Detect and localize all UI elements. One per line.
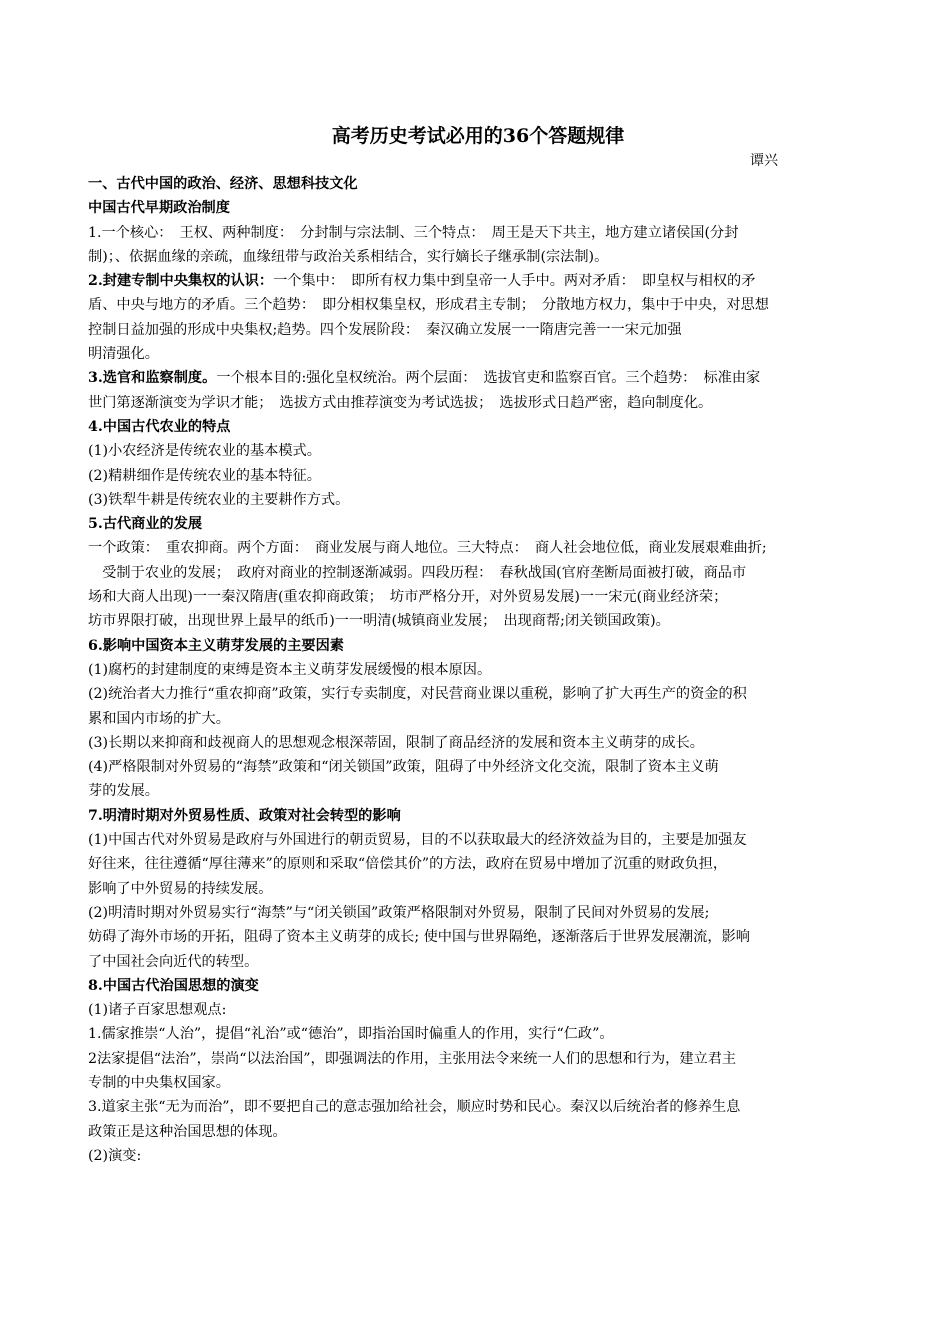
body-text-line: 1.儒家推崇“人治”，提倡“礼治”或“德治”，即指治国时偏重人的作用，实行“仁政”。 [88, 1026, 614, 1043]
body-text-line: 3.道家主张“无为而治”，即不要把自己的意志强加给社会，顺应时势和民心。秦汉以后统治者的修养生息 [88, 1099, 741, 1116]
inline-heading: 3.选官和监察制度。 [88, 370, 217, 387]
body-text-line: (2)演变: [88, 1147, 142, 1164]
body-text-line: (1)小农经济是传统农业的基本模式。 [88, 443, 321, 460]
section-heading: 一、古代中国的政治、经济、思想科技文化 [88, 176, 358, 192]
document-author: 谭兴 [750, 153, 778, 169]
body-text-line: 场和大商人出现)一一秦汉隋唐(重农抑商政策； 坊市严格分开，对外贸易发展)一一宋元(商业经济荣； [88, 589, 728, 606]
inline-text: 一个集中： 即所有权力集中到皇帝一人手中。两对矛盾： 即皇权与相权的矛 [273, 273, 756, 290]
body-text-line: 政策正是这种治国思想的体现。 [88, 1123, 287, 1140]
body-text-line: (2)明清时期对外贸易实行“海禁”与“闭关锁国”政策严格限制对外贸易，限制了民间对外贸易的发展; [88, 904, 710, 921]
section-heading: 5.古代商业的发展 [88, 516, 203, 533]
body-text-line: 1.一个核心： 王权、两种制度： 分封制与宗法制、三个特点： 周王是天下共主，地方建立诸侯国(分封 [88, 224, 739, 241]
body-text-line: 累和国内市场的扩大。 [88, 710, 230, 727]
body-text-line: 坊市界限打破，出现世界上最早的纸币)一一明清(城镇商业发展； 出现商帮;闭关锁国政策)。 [88, 613, 670, 630]
body-text-line: 受制于农业的发展； 政府对商业的控制逐渐减弱。四段历程： 春秋战国(官府垄断局面被打破，商品市 [88, 564, 747, 581]
section-heading: 8.中国古代治国思想的演变 [88, 977, 259, 994]
section-heading: 4.中国古代农业的特点 [88, 418, 231, 435]
body-text-line: (3)铁犁牛耕是传统农业的主要耕作方式。 [88, 491, 350, 508]
document-title: 高考历史考试必用的36个答题规律 [331, 125, 625, 147]
inline-heading: 2.封建专制中央集权的认识： [88, 273, 274, 290]
body-text-line: (1)诸子百家思想观点: [88, 1002, 227, 1019]
body-text-line: (3)长期以来抑商和歧视商人的思想观念根深蒂固，限制了商品经济的发展和资本主义萌芽的成长。 [88, 734, 704, 751]
body-text-line: (4)严格限制对外贸易的“海禁”政策和“闭关锁国”政策，阻碍了中外经济文化交流，限制了资本主义萌 [88, 759, 719, 776]
body-text-line: 一个政策： 重农抑商。两个方面： 商业发展与商人地位。三大特点： 商人社会地位低，商业发展艰难曲折; [88, 540, 767, 557]
body-text-line: 世门第逐渐演变为学识才能； 选拔方式由推荐演变为考试选拔； 选拔形式日趋严密，趋向制度化。 [88, 394, 713, 411]
body-text-line: 明清强化。 [88, 346, 159, 363]
body-text-line: 妨碍了海外市场的开拓，阻碍了资本主义萌芽的成长; 使中国与世界隔绝，逐渐落后于世界发展潮流，影响 [88, 929, 750, 946]
body-text-line [88, 269, 868, 293]
body-text-line: 2法家提倡“法治”，崇尚“以法治国”，即强调法的作用，主张用法令来统一人们的思想和行为，建立君主 [88, 1050, 737, 1067]
section-heading: 7.明清时期对外贸易性质、政策对社会转型的影响 [88, 807, 401, 824]
body-text-line: 影响了中外贸易的持续发展。 [88, 880, 273, 897]
section-heading: 中国古代早期政治制度 [88, 200, 230, 217]
body-text-line: 芽的发展。 [88, 783, 159, 800]
document-body [88, 172, 868, 1168]
body-text-line: (1)中国古代对外贸易是政府与外国进行的朝贡贸易，目的不以获取最大的经济效益为目的，主要是加强友 [88, 832, 747, 849]
body-text-line: (2)统治者大力推行“重农抑商”政策，实行专卖制度，对民营商业课以重税，影响了扩大再生产的资金的积 [88, 686, 747, 703]
body-text-line: 制)；、依据血缘的亲疏，血缘纽带与政治关系相结合，实行嫡长子继承制(宗法制)。 [88, 248, 609, 265]
body-text-line: 好往来，往往遵循“厚往薄来”的原则和采取“倍偿其价”的方法，政府在贸易中增加了沉重的财政负担， [88, 856, 728, 873]
body-text-line: 专制的中央集权国家。 [88, 1074, 230, 1091]
body-text-line: (1)腐朽的封建制度的束缚是资本主义萌芽发展缓慢的根本原因。 [88, 661, 492, 678]
inline-text: 一个根本目的:强化皇权统治。两个层面： 选拔官吏和监察百官。三个趋势： 标准由家 [216, 370, 761, 387]
body-text-line: 盾、中央与地方的矛盾。三个趋势： 即分相权集皇权，形成君主专制； 分散地方权力，集中于中央，对思想 [88, 297, 769, 314]
body-text-line: (2)精耕细作是传统农业的基本特征。 [88, 467, 321, 484]
document-page [88, 122, 868, 1168]
body-text-line: 控制日益加强的形成中央集权;趋势。四个发展阶段： 秦汉确立发展一一隋唐完善一一宋元加强 [88, 321, 682, 338]
section-heading: 6.影响中国资本主义萌芽发展的主要因素 [88, 637, 344, 654]
body-text-line: 了中国社会向近代的转型。 [88, 953, 259, 970]
body-text-line [88, 366, 868, 390]
